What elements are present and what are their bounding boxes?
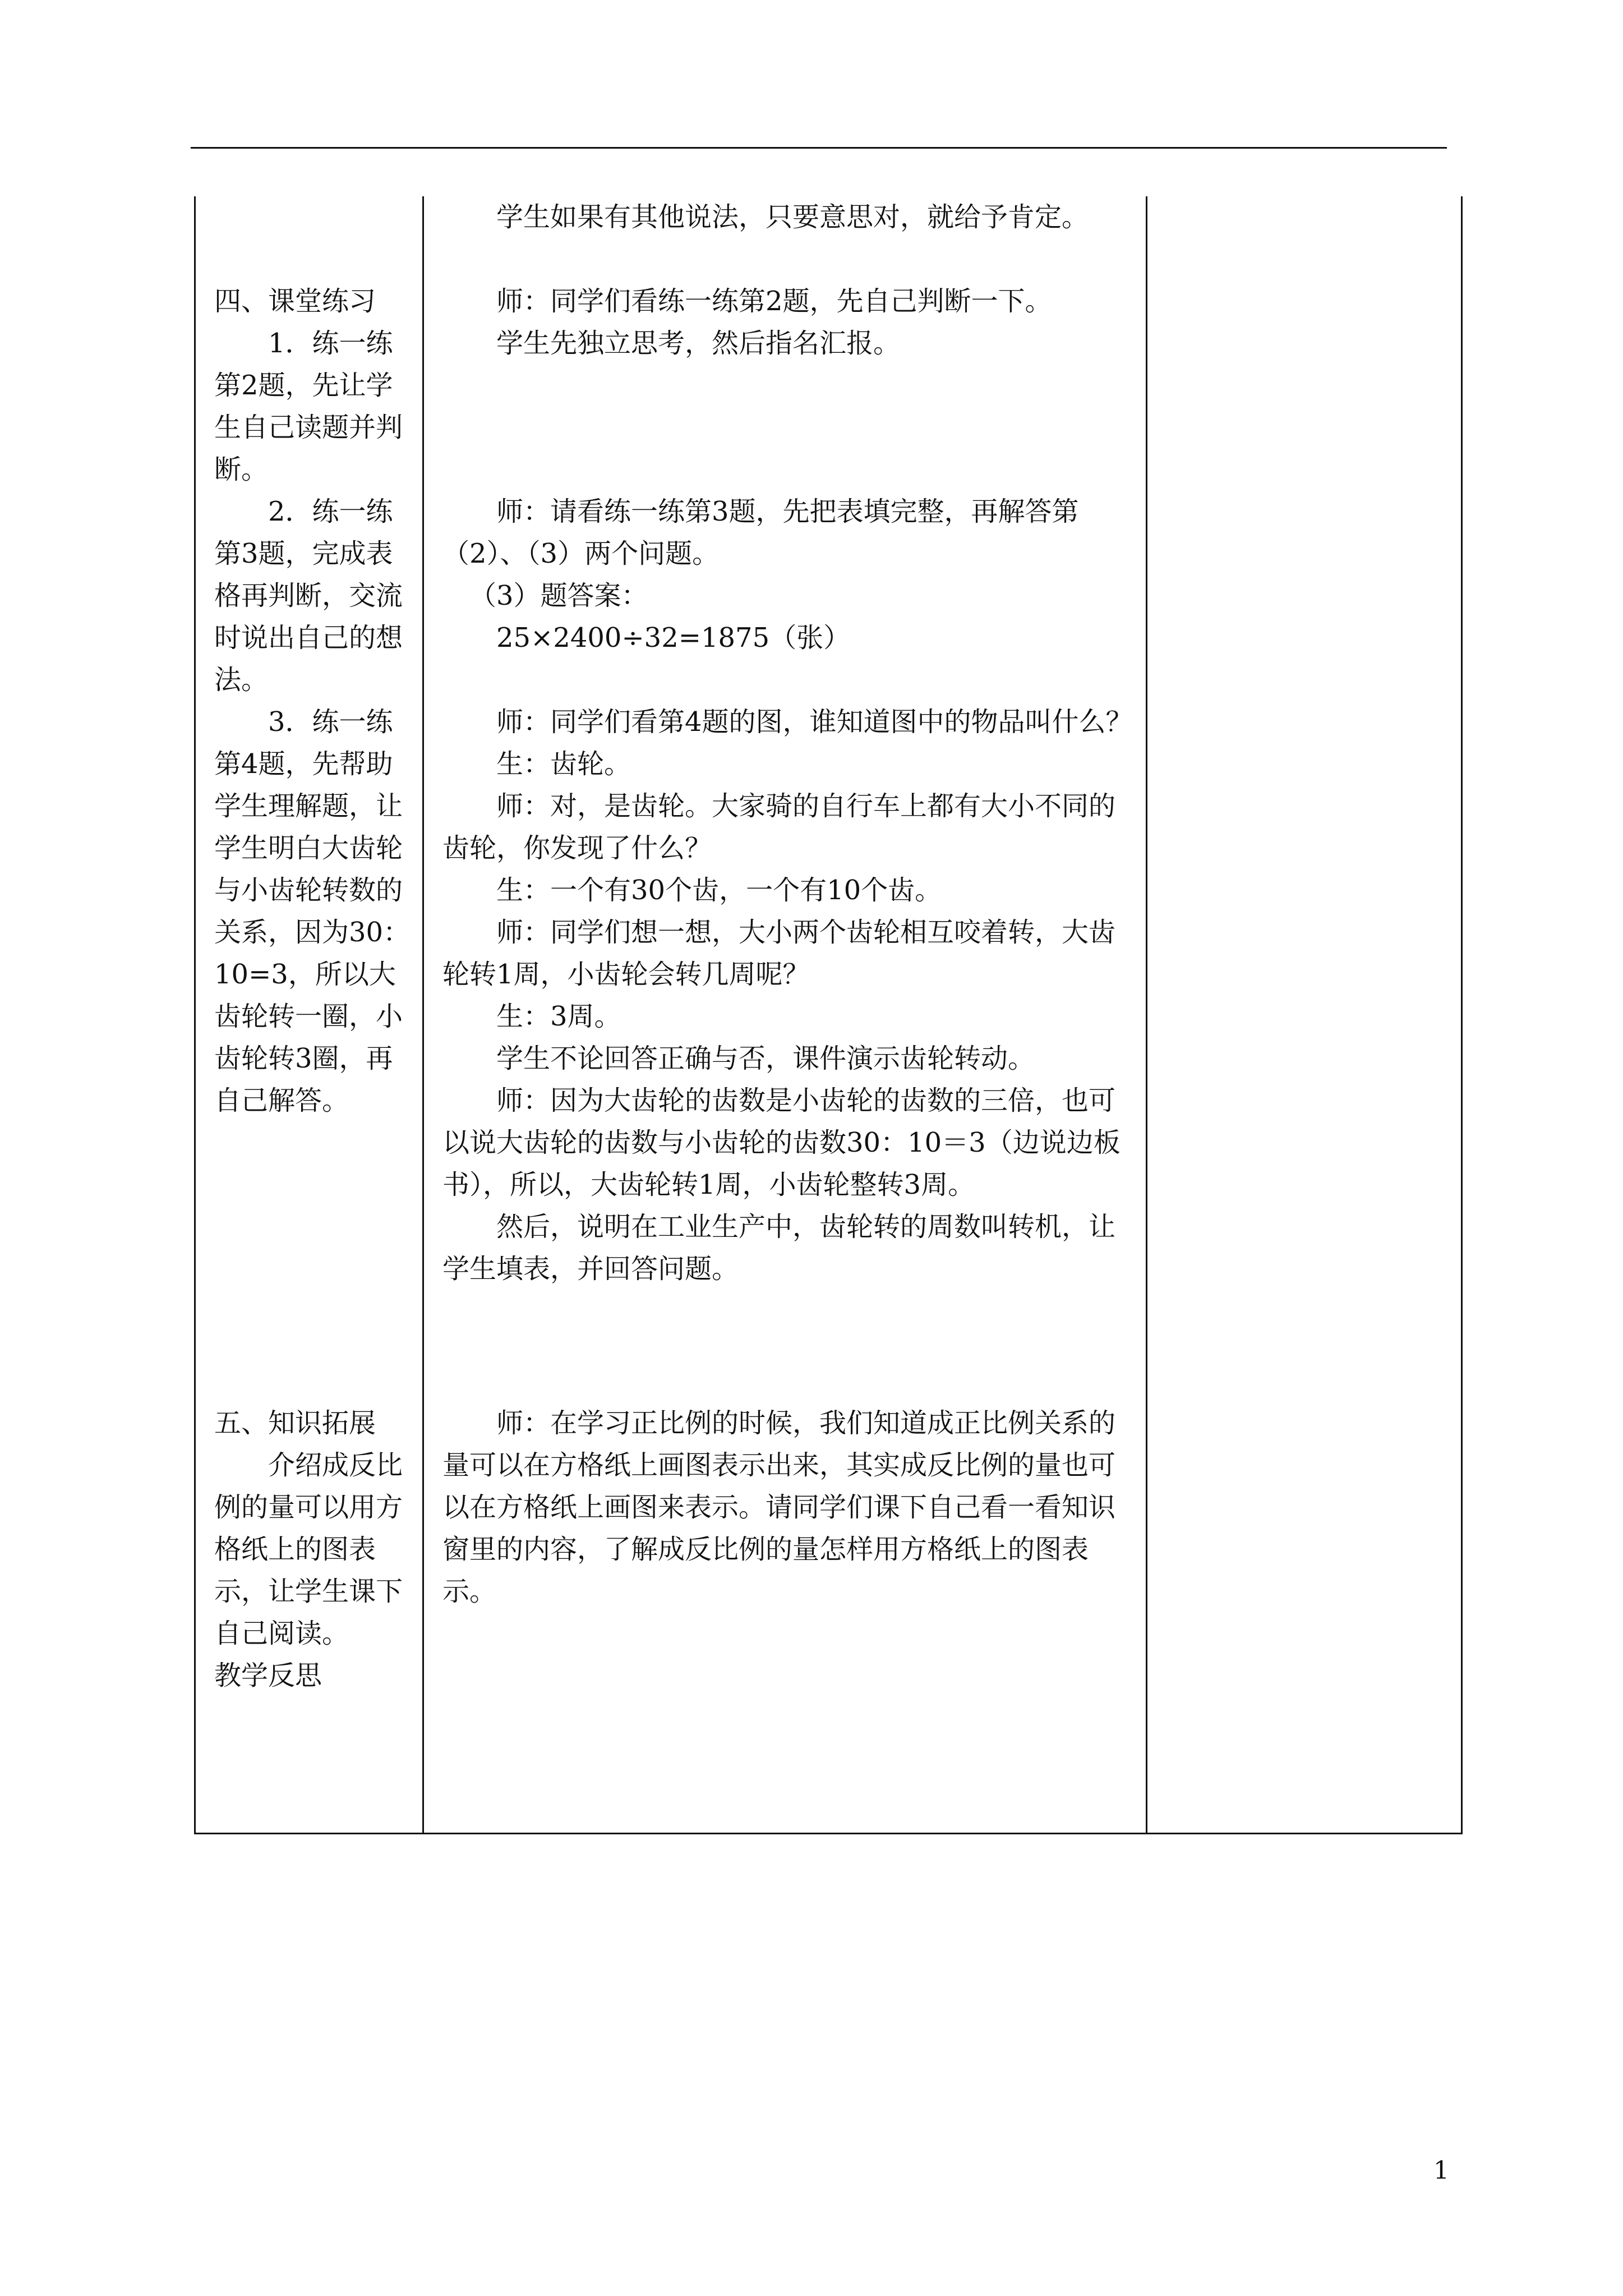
header-rule	[191, 147, 1447, 149]
dialogue-line: 学生不论回答正确与否，课件演示齿轮转动。	[496, 1043, 1035, 1074]
section-heading-practice: 四、课堂练习	[214, 286, 376, 317]
dialogue-line: 师：请看练一练第3题，先把表填完整，再解答第（2）、（3）两个问题。	[442, 496, 1079, 569]
step-extension: 介绍成反比例的量可以用方格纸上的图表示，让学生课下自己阅读。	[214, 1450, 403, 1649]
page-number: 1	[1433, 2156, 1449, 2185]
dialogue-line: 生：齿轮。	[496, 748, 631, 780]
column-divider-1	[422, 196, 424, 1833]
section-heading-reflection: 教学反思	[214, 1660, 322, 1691]
dialogue-line: 师：在学习正比例的时候，我们知道成正比例关系的量可以在方格纸上画图表示出来，其实成反比例的量也可以在方格纸上画图来表示。请同学们课下自己看一看知识窗里的内容，了解成反比例的量怎样用方格纸上的图表示。	[442, 1407, 1116, 1607]
lesson-table	[194, 196, 1463, 1834]
step-practice-2: 2．练一练第3题，完成表格再判断，交流时说出自己的想法。	[214, 496, 403, 696]
dialogue-line: 师：对，是齿轮。大家骑的自行车上都有大小不同的齿轮，你发现了什么？	[442, 790, 1116, 864]
dialogue-line: 生：3周。	[496, 1001, 621, 1032]
dialogue-line: 师：同学们看练一练第2题，先自己判断一下。	[496, 286, 1052, 317]
step-practice-1: 1．练一练第2题，先让学生自己读题并判断。	[214, 328, 403, 485]
dialogue-line: 师：同学们想一想，大小两个齿轮相互咬着转，大齿轮转1周，小齿轮会转几周呢？	[442, 917, 1116, 990]
dialogue-line: 学生如果有其他说法，只要意思对，就给予肯定。	[496, 201, 1089, 233]
step-practice-3: 3．练一练第4题，先帮助学生理解题，让学生明白大齿轮与小齿轮转数的关系，因为30：10=3，所以大齿轮转一圈，小齿轮转3圈，再自己解答。	[214, 706, 411, 1116]
dialogue-line: 学生先独立思考，然后指名汇报。	[496, 328, 901, 359]
dialogue-line: 然后，说明在工业生产中，齿轮转的周数叫转机，让学生填表，并回答问题。	[442, 1211, 1116, 1285]
answer-formula: 25×2400÷32=1875（张）	[496, 622, 851, 654]
dialogue-line: 生：一个有30个齿，一个有10个齿。	[496, 875, 942, 906]
section-heading-extension: 五、知识拓展	[214, 1407, 376, 1439]
dialogue-line: 师：因为大齿轮的齿数是小齿轮的齿数的三倍，也可以说大齿轮的齿数与小齿轮的齿数30：10＝3（边说边板书），所以，大齿轮转1周，小齿轮整转3周。	[442, 1085, 1121, 1200]
column-divider-2	[1146, 196, 1147, 1833]
dialogue-line: 师：同学们看第4题的图，谁知道图中的物品叫什么？	[496, 706, 1133, 738]
answer-label: （3）题答案：	[469, 580, 648, 611]
